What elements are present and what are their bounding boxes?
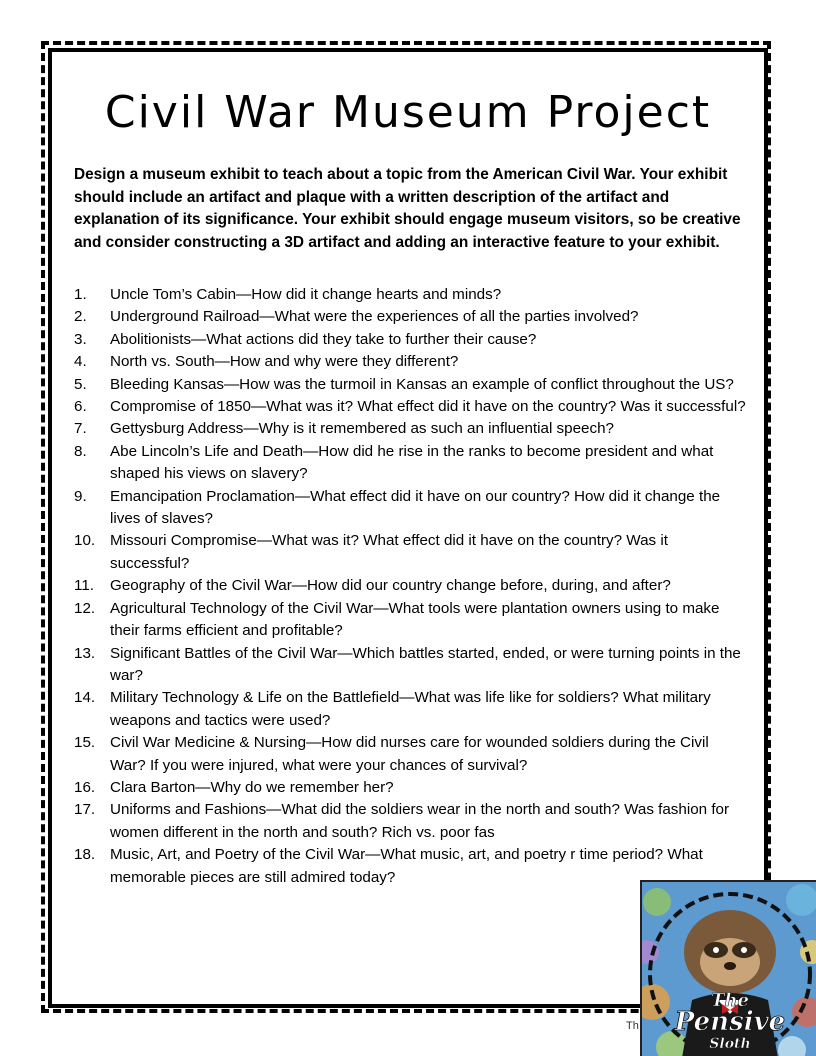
- list-item: [74, 575, 746, 597]
- list-item: [74, 530, 746, 575]
- item-number: 4.: [74, 353, 87, 371]
- item-number: 5.: [74, 375, 87, 393]
- item-number: 18.: [74, 846, 96, 864]
- item-text: Uniforms and Fashions—What did the soldiers wear in the north and south? Was fashion for women different in the north and south? Rich vs. poor fas: [110, 801, 730, 841]
- sloth-logo-icon: [642, 882, 816, 1056]
- item-text: Agricultural Technology of the Civil War—What tools were plantation owners using to make their farms efficient and profitable?: [110, 599, 720, 640]
- item-text: Abolitionists—What actions did they take to further their cause?: [110, 330, 537, 348]
- item-number: 15.: [74, 734, 96, 752]
- item-number: 7.: [74, 420, 87, 438]
- list-item: [74, 732, 746, 777]
- list-item: [74, 329, 746, 351]
- item-text: Uncle Tom’s Cabin—How did it change hearts and minds?: [110, 286, 502, 303]
- item-number: 10.: [74, 532, 96, 550]
- item-text: Emancipation Proclamation—What effect did it have on our country? How did it change the lives of slaves?: [110, 487, 721, 528]
- list-item: [74, 799, 746, 844]
- item-text: Abe Lincoln’s Life and Death—How did he rise in the ranks to become president and what shaped his views on slavery?: [110, 442, 714, 483]
- item-text: Bleeding Kansas—How was the turmoil in Kansas an example of conflict throughout the US?: [110, 375, 734, 393]
- item-number: 1.: [74, 286, 87, 303]
- item-text: Music, Art, and Poetry of the Civil War—What music, art, and poetry r time period? What memorable pieces are still admired today?: [110, 846, 703, 886]
- item-number: 13.: [74, 644, 96, 662]
- item-number: 14.: [74, 689, 96, 707]
- list-item: [74, 441, 746, 486]
- item-number: 17.: [74, 801, 96, 819]
- logo-line1: The: [711, 990, 749, 1011]
- logo-line3: Sloth: [709, 1036, 751, 1052]
- page-title: Civil War Museum Project: [104, 87, 712, 139]
- item-text: North vs. South—How and why were they different?: [110, 353, 459, 371]
- item-text: Missouri Compromise—What was it? What effect did it have on the country? Was it successful?: [110, 532, 668, 572]
- list-item: [74, 418, 746, 440]
- footer-text: Th: [626, 1020, 639, 1032]
- item-text: Clara Barton—Why do we remember her?: [110, 778, 394, 796]
- list-item: [74, 486, 746, 531]
- list-item: [74, 598, 746, 643]
- item-text: Military Technology & Life on the Battlefield—What was life like for soldiers? What military weapons and tactics were used?: [110, 689, 711, 729]
- list-item: [74, 284, 746, 306]
- topic-list: [74, 284, 746, 889]
- pensive-sloth-logo: [640, 880, 816, 1056]
- item-number: 12.: [74, 599, 96, 617]
- item-text: Significant Battles of the Civil War—Which battles started, ended, or were turning points in the war?: [110, 644, 741, 684]
- item-text: Underground Railroad—What were the experiences of all the parties involved?: [110, 308, 639, 326]
- item-number: 9.: [74, 487, 87, 505]
- item-number: 2.: [74, 308, 87, 326]
- list-item: [74, 306, 746, 328]
- item-text: Gettysburg Address—Why is it remembered as such an influential speech?: [110, 420, 614, 438]
- intro-paragraph: Design a museum exhibit to teach about a topic from the American Civil War. Your exhibit should include an artifact and plaque with a written description of the artifact and explanation of its significance. Your exhibit should engage museum visitors, so be creative and consider constructing a 3D artifact and adding an interactive feature to your exhibit.: [74, 166, 741, 251]
- list-item: [74, 351, 746, 373]
- list-item: [74, 374, 746, 396]
- item-text: Compromise of 1850—What was it? What effect did it have on the country? Was it successful?: [110, 398, 746, 416]
- item-text: Civil War Medicine & Nursing—How did nurses care for wounded soldiers during the Civil War? If you were injured, what were your chances of survival?: [110, 734, 709, 774]
- list-item: [74, 643, 746, 688]
- list-item: [74, 777, 746, 799]
- item-number: 16.: [74, 778, 96, 796]
- item-number: 11.: [74, 577, 94, 595]
- list-item: [74, 687, 746, 732]
- item-number: 8.: [74, 442, 87, 460]
- list-item: [74, 396, 746, 418]
- logo-line2: Pensive: [674, 1007, 786, 1037]
- item-number: 6.: [74, 398, 87, 416]
- item-number: 3.: [74, 330, 87, 348]
- item-text: Geography of the Civil War—How did our country change before, during, and after?: [110, 577, 671, 595]
